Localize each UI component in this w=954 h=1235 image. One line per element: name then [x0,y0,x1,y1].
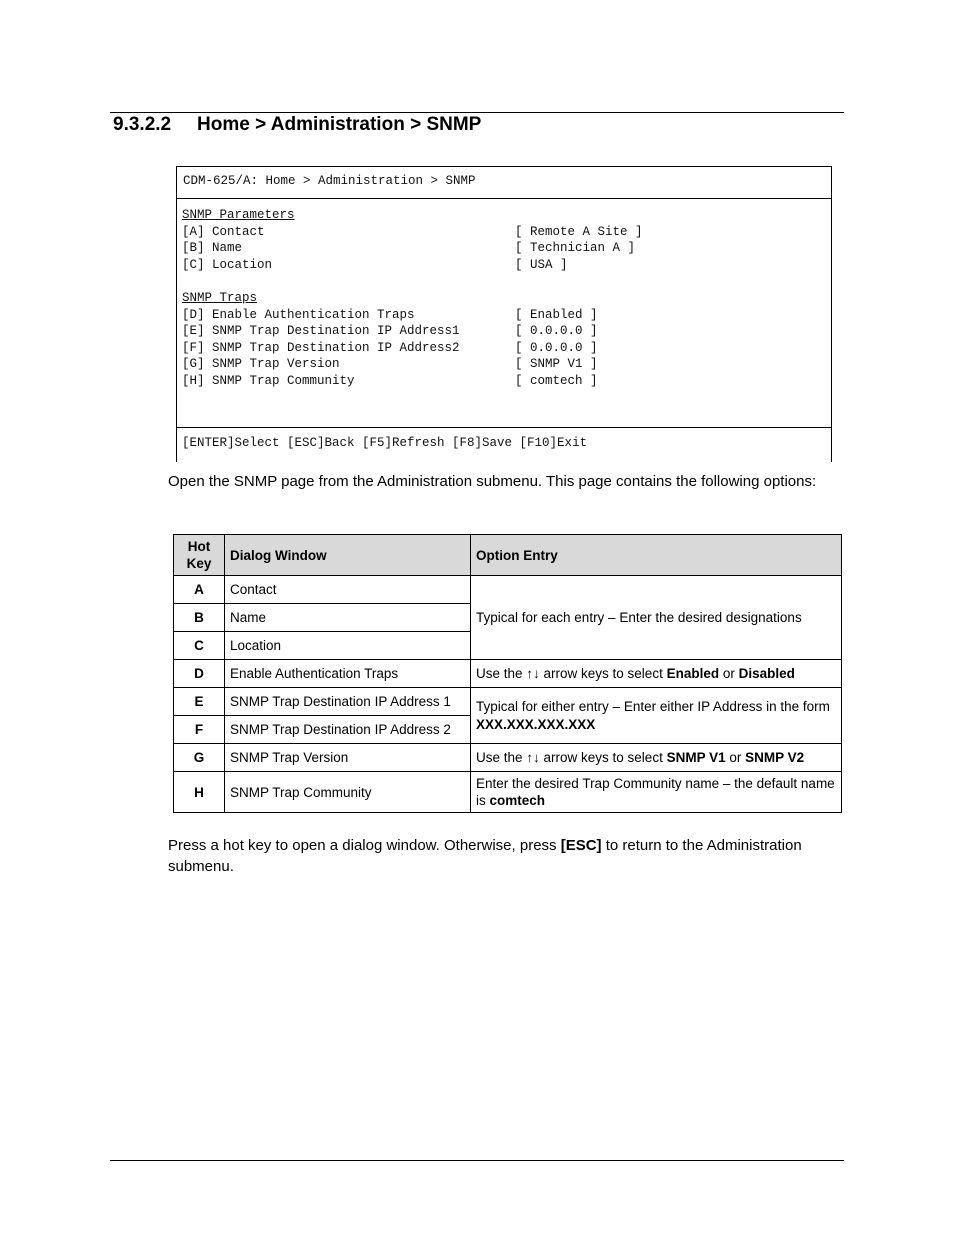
dialog-cell: Location [225,632,471,660]
hot-key-cell: C [174,632,225,660]
dialog-cell: SNMP Trap Community [225,772,471,813]
menu-item-value: [ 0.0.0.0 ] [515,340,598,355]
dialog-cell: Enable Authentication Traps [225,660,471,688]
menu-item-label: [G] SNMP Trap Version [182,357,340,372]
option-entry-cell: Enter the desired Trap Community name – the default name is comtech [471,772,842,813]
dialog-cell: SNMP Trap Version [225,744,471,772]
menu-item-contact[interactable] [182,224,831,241]
menu-item-trap-version[interactable] [182,356,831,373]
menu-item-value: [ 0.0.0.0 ] [515,324,598,339]
menu-item-value: [ Enabled ] [515,307,598,322]
menu-item-label: [A] Contact [182,224,265,239]
hot-key-cell: E [174,688,225,716]
header-hot-key: Hot Key [174,535,225,576]
bottom-rule [110,1160,844,1161]
closing-paragraph: Press a hot key to open a dialog window. Otherwise, press [ESC] to return to the Administration submenu. [168,837,802,875]
menu-item-label: [C] Location [182,257,273,272]
menu-item-label: [D] Enable Authentication Traps [182,307,415,322]
menu-item-trap-ip2[interactable] [182,340,831,357]
table-row [174,576,842,604]
menu-item-location[interactable] [182,257,831,274]
snmp-parameters-header: SNMP Parameters [182,208,295,222]
snmp-traps-header: SNMP Traps [182,290,258,305]
option-entry-cell: Typical for each entry – Enter the desired designations [471,576,842,660]
dialog-cell: SNMP Trap Destination IP Address 1 [225,688,471,716]
menu-item-value: [ SNMP V1 ] [515,357,598,372]
menu-item-trap-community[interactable] [182,373,831,390]
hot-key-cell: F [174,716,225,744]
option-entry-cell: Use the ↑↓ arrow keys to select Enabled or Disabled [471,660,842,688]
hot-key-cell: D [174,660,225,688]
terminal-screen [176,166,832,462]
terminal-body [177,199,831,428]
menu-item-value: [ USA ] [515,257,568,272]
hot-key-cell: G [174,744,225,772]
menu-item-trap-ip1[interactable] [182,323,831,340]
section-number: 9.3.2.2 [113,114,172,135]
table-header-row [174,535,842,576]
menu-item-label: [E] SNMP Trap Destination IP Address1 [182,324,460,339]
menu-item-value: [ Remote A Site ] [515,224,643,239]
menu-item-value: [ Technician A ] [515,241,636,256]
intro-paragraph: Open the SNMP page from the Administration submenu. This page contains the following options: [168,473,817,490]
terminal-footer: [ENTER]Select [ESC]Back [F5]Refresh [F8]Save [F10]Exit [182,436,588,450]
menu-item-auth-traps[interactable] [182,307,831,324]
menu-item-label: [F] SNMP Trap Destination IP Address2 [182,340,460,355]
option-entry-cell: Use the ↑↓ arrow keys to select SNMP V1 or SNMP V2 [471,744,842,772]
hot-key-cell: H [174,772,225,813]
terminal-title: CDM-625/A: Home > Administration > SNMP [177,167,831,199]
dialog-cell: Name [225,604,471,632]
top-rule [110,112,844,113]
table-row [174,688,842,716]
dialog-cell: Contact [225,576,471,604]
table-row [174,772,842,813]
menu-item-label: [B] Name [182,241,243,256]
menu-item-value: [ comtech ] [515,373,598,388]
table-row [174,660,842,688]
menu-item-label: [H] SNMP Trap Community [182,373,355,388]
section-heading [113,114,481,136]
header-option-entry: Option Entry [471,535,842,576]
option-entry-cell: Typical for either entry – Enter either IP Address in the form XXX.XXX.XXX.XXX [471,688,842,744]
esc-key-label: [ESC] [560,837,602,854]
section-title: Home > Administration > SNMP [197,114,482,135]
menu-item-name[interactable] [182,240,831,257]
header-dialog-window: Dialog Window [225,535,471,576]
table-row [174,744,842,772]
options-table [173,534,842,813]
hot-key-cell: A [174,576,225,604]
dialog-cell: SNMP Trap Destination IP Address 2 [225,716,471,744]
hot-key-cell: B [174,604,225,632]
